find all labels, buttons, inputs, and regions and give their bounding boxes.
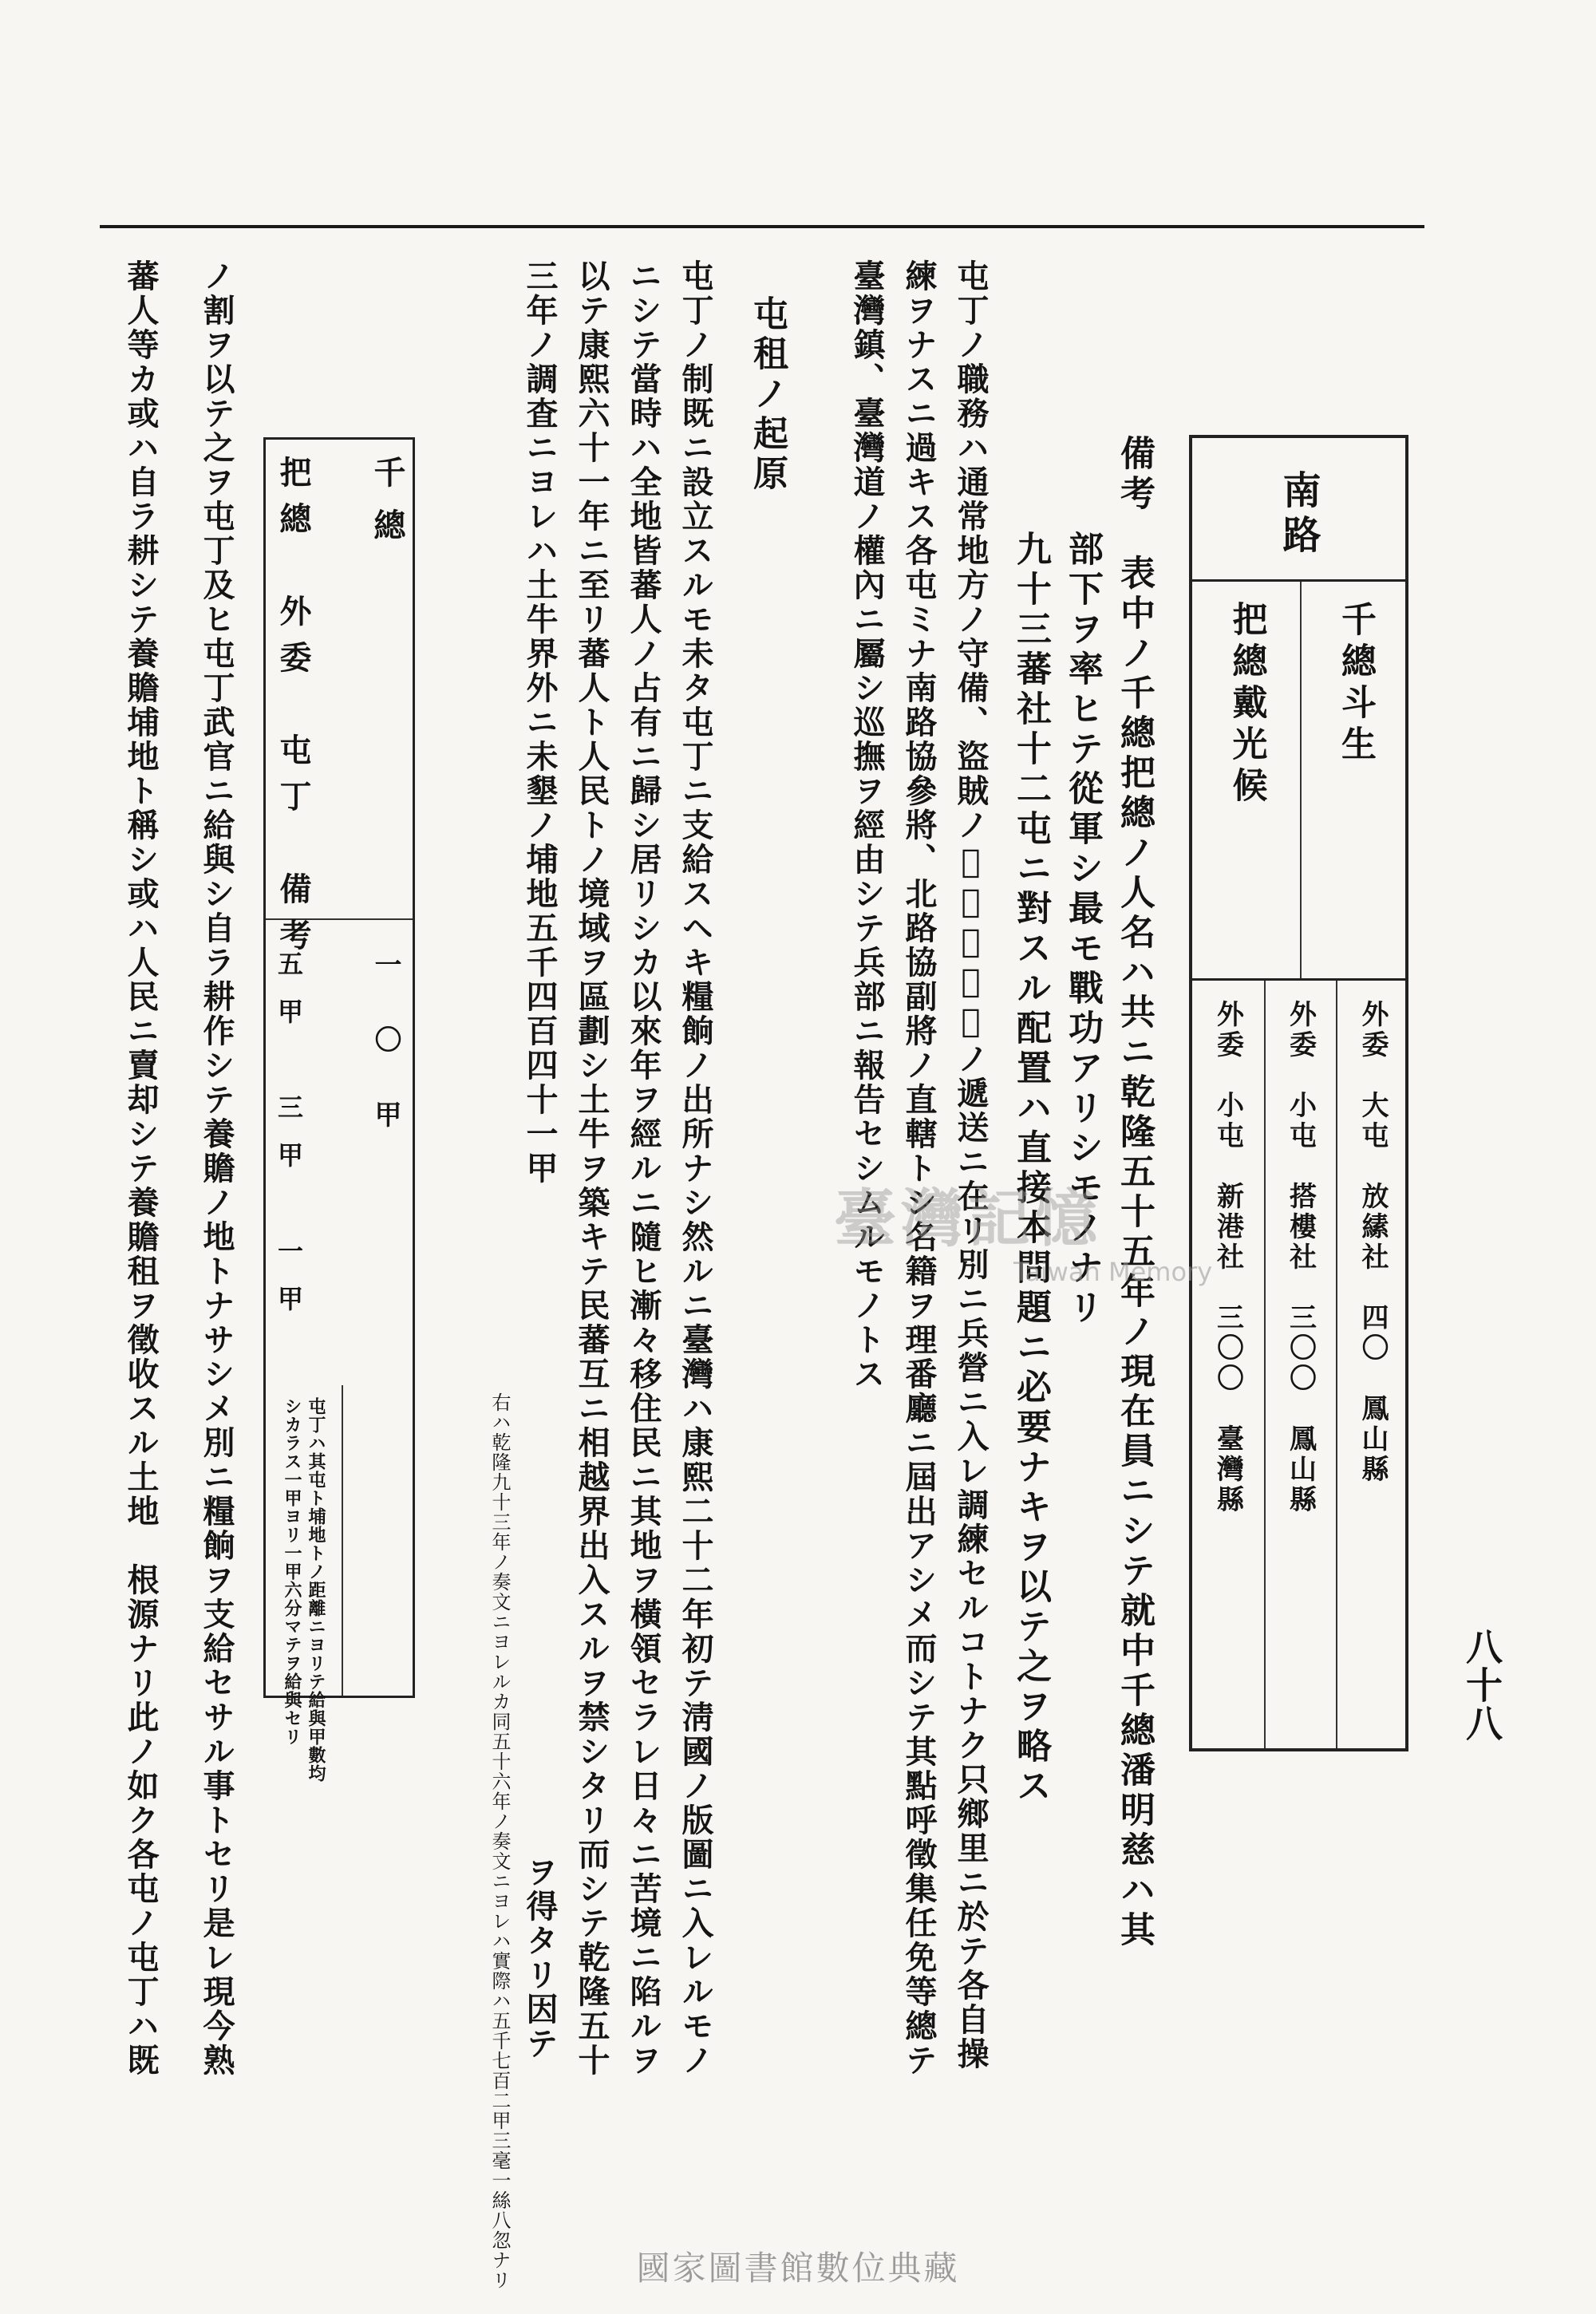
- body-line: 屯丁ノ制既ニ設立スルモ未タ屯丁ニ支給スヘキ糧餉ノ出所ナシ然ルニ臺灣ハ康熙二十二年初テ淸國ノ版圖ニ入レルモノ: [677, 259, 714, 2078]
- allotment-headers: 千總: [369, 456, 406, 561]
- table-data-rows: [1192, 981, 1405, 1748]
- body-line: 備考 表中ノ千總把總ノ人名ハ共ニ乾隆五十五年ノ現在員ニシテ就中千總潘明慈ハ其: [1114, 435, 1155, 1951]
- header-rule: [100, 225, 1424, 228]
- section-heading: 屯租ノ起原: [747, 295, 788, 495]
- body-line: 練ヲナスニ過キス各屯ミナ南路協參將、北路協副將ノ直轄トシ名籍ヲ理番廳ニ屆出アシメ而シテ其點呼徵集任免等總テ: [900, 259, 938, 2078]
- table-region: 南路: [1276, 469, 1321, 559]
- body-line: ヲ得タリ因テ: [521, 1855, 559, 2061]
- body-line: ノ割ヲ以テ之ヲ屯丁及ヒ屯丁武官ニ給與シ自ラ耕作シテ養贍ノ地トナサシメ別ニ糧餉ヲ支給セサル事トセリ是レ現今熟: [198, 259, 235, 2078]
- allotment-note: シカラス一甲ヨリ一甲六分マテヲ給與セリ: [282, 1397, 302, 1746]
- body-line: 臺灣鎮、臺灣道ノ權內ニ屬シ巡撫ヲ經由シテ兵部ニ報告セシムルモノトス: [848, 259, 886, 1392]
- allotment-headers: 把總 外委 屯丁 備考: [275, 456, 312, 965]
- body-line: ニシテ當時ハ全地皆蕃人ノ占有ニ歸シ居リシカ以來年ヲ經ルニ隨ヒ漸々移住民ニ其地ヲ橫領セラレ日々ニ苦境ニ陷ルヲ: [625, 259, 662, 2078]
- table-cell: 外委 小屯 新港社 三〇〇 臺灣縣: [1211, 1000, 1244, 1515]
- allotment-table: [263, 437, 415, 1783]
- body-line: 以テ康熙六十一年ニ至リ蕃人ト人民トノ境域ヲ區劃シ土牛ヲ築キテ民蕃互ニ相越界出入スルヲ禁シタリ而シテ乾隆五十: [573, 259, 610, 2078]
- body-line: 部下ヲ率ヒテ從軍シ最モ戰功アリシモノナリ: [1062, 531, 1103, 1329]
- watermark-subtext: Taiwan Memory: [1013, 1257, 1213, 1287]
- body-line: 三年ノ調査ニヨレハ土牛界外ニ未墾ノ埔地五千四百四十一甲: [521, 259, 559, 1186]
- body-line: 屯丁ノ職務ハ通常地方ノ守備、盜賊ノ𥌒査、公文ノ遞送ニ在リ別ニ兵營ニ入レ調練セルコトナク只鄉里ニ於テ各自操: [952, 259, 990, 2071]
- table-row: [1336, 981, 1408, 1748]
- table-rank-cell: 千總斗生: [1300, 582, 1408, 978]
- footnote-line: 右ハ乾隆九十三年ノ奏文ニヨレルカ同五十六年ノ奏文ニヨレハ實際ハ五千七百二甲三毫一絲八忽ナリ: [488, 1392, 511, 2290]
- table-row: [1264, 981, 1336, 1748]
- page-number: 八十八: [1460, 1628, 1503, 1743]
- table-rank-cell: 把總戴光候: [1226, 601, 1267, 808]
- station-table: [1189, 435, 1408, 1751]
- body-line: 九十三蕃社十二屯ニ對スル配置ハ直接本問題ニ必要ナキヲ以テ之ヲ略ス: [1010, 531, 1051, 1807]
- table-rank-row: [1192, 582, 1405, 981]
- allotment-values: 一〇甲: [369, 950, 401, 1175]
- watermark-logo: 臺灣記憶: [834, 1183, 1103, 1255]
- allotment-note: 屯丁ハ其屯ト埔地トノ距離ニヨリテ給與甲數均: [306, 1397, 326, 1783]
- table-cell: 外委 大屯 放縤社 四〇 鳳山縣: [1357, 1000, 1389, 1485]
- table-cell: 外委 小屯 搭樓社 三〇〇 鳳山縣: [1284, 1000, 1317, 1515]
- body-line: 蕃人等カ或ハ自ラ耕シテ養贍埔地ト稱シ或ハ人民ニ賣却シテ養贍租ヲ徵收スル土地 根源ナリ此ノ如ク各屯ノ屯丁ハ既: [122, 259, 160, 2078]
- allotment-values: 五甲 三甲 一甲: [274, 950, 304, 1333]
- footer-credit: 國家圖書館數位典藏: [636, 2249, 960, 2288]
- table-row: [1192, 981, 1264, 1748]
- table-region-row: [1192, 438, 1405, 582]
